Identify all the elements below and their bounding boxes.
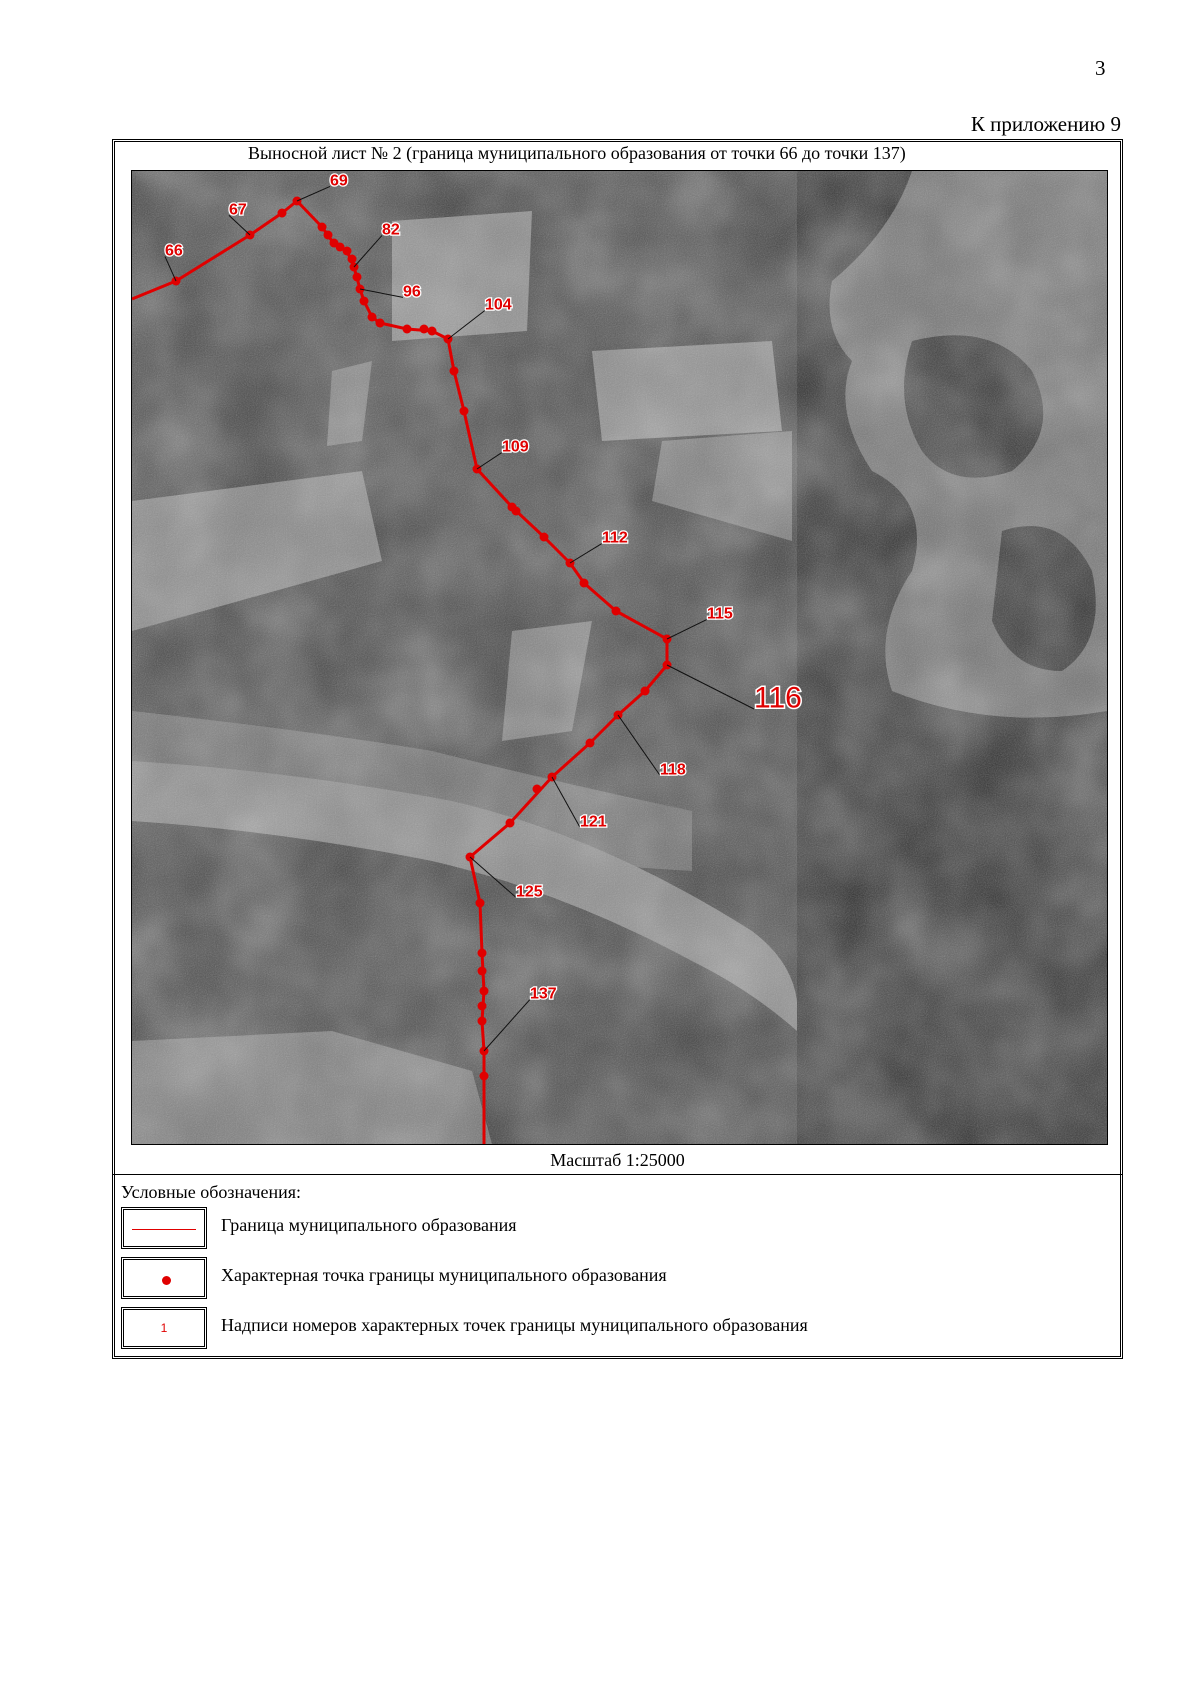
legend-separator [112,1174,1123,1175]
point-label-121: 121 [580,813,607,831]
boundary-point [540,533,549,542]
boundary-point [460,407,469,416]
legend-symbol-box [121,1257,207,1299]
point-label-112: 112 [602,529,628,547]
point-label-82: 82 [382,221,400,239]
legend-text: Характерная точка границы муниципального образования [221,1265,667,1285]
boundary-point [420,325,429,334]
map-svg [132,171,1107,1144]
point-label-109: 109 [502,438,529,456]
boundary-point [612,607,621,616]
boundary-point [580,579,589,588]
boundary-point [343,247,352,256]
boundary-point [428,327,437,336]
boundary-point [450,367,459,376]
point-label-116: 116 [754,681,802,715]
boundary-point [533,785,542,794]
point-label-96: 96 [403,283,421,301]
map-scale: Масштаб 1:25000 [550,1150,685,1170]
legend-dot-symbol [162,1276,171,1285]
boundary-point [586,739,595,748]
point-label-67: 67 [229,201,247,219]
legend-label-symbol: 1 [160,1321,168,1335]
legend-item-boundary [121,1207,1101,1251]
legend-line-symbol [132,1229,196,1230]
point-label-125: 125 [516,883,543,901]
boundary-point [512,507,521,516]
boundary-point [324,231,333,240]
legend-item-label [121,1307,1101,1351]
map-title: Выносной лист № 2 (граница муниципального образования от точки 66 до точки 137) [248,143,906,163]
legend-title: Условные обозначения: [121,1182,302,1202]
appendix-label: К приложению 9 [970,112,1121,136]
point-label-69: 69 [330,172,348,190]
boundary-point [403,325,412,334]
boundary-point [478,1002,487,1011]
legend-symbol-box [121,1207,207,1249]
boundary-point [318,223,327,232]
boundary-point [476,899,485,908]
boundary-point [480,987,489,996]
boundary-point [480,1072,489,1081]
terrain-grain [132,171,1107,1144]
boundary-point [368,313,377,322]
point-label-118: 118 [660,761,686,779]
boundary-point [278,209,287,218]
boundary-point [348,255,357,264]
point-label-66: 66 [165,242,183,260]
satellite-map [131,170,1108,1145]
boundary-point [360,297,369,306]
point-label-137: 137 [530,985,557,1003]
boundary-point [353,273,362,282]
legend-item-point [121,1257,1101,1301]
page-number: 3 [1095,56,1106,80]
legend-symbol-box [121,1307,207,1349]
boundary-point [478,967,487,976]
point-label-115: 115 [707,605,733,623]
legend-text: Граница муниципального образования [221,1215,517,1235]
boundary-point [641,687,650,696]
boundary-point [478,949,487,958]
legend-text: Надписи номеров характерных точек границы муниципального образования [221,1315,808,1335]
point-label-104: 104 [485,296,512,314]
boundary-point [376,319,385,328]
boundary-point [478,1017,487,1026]
boundary-point [506,819,515,828]
